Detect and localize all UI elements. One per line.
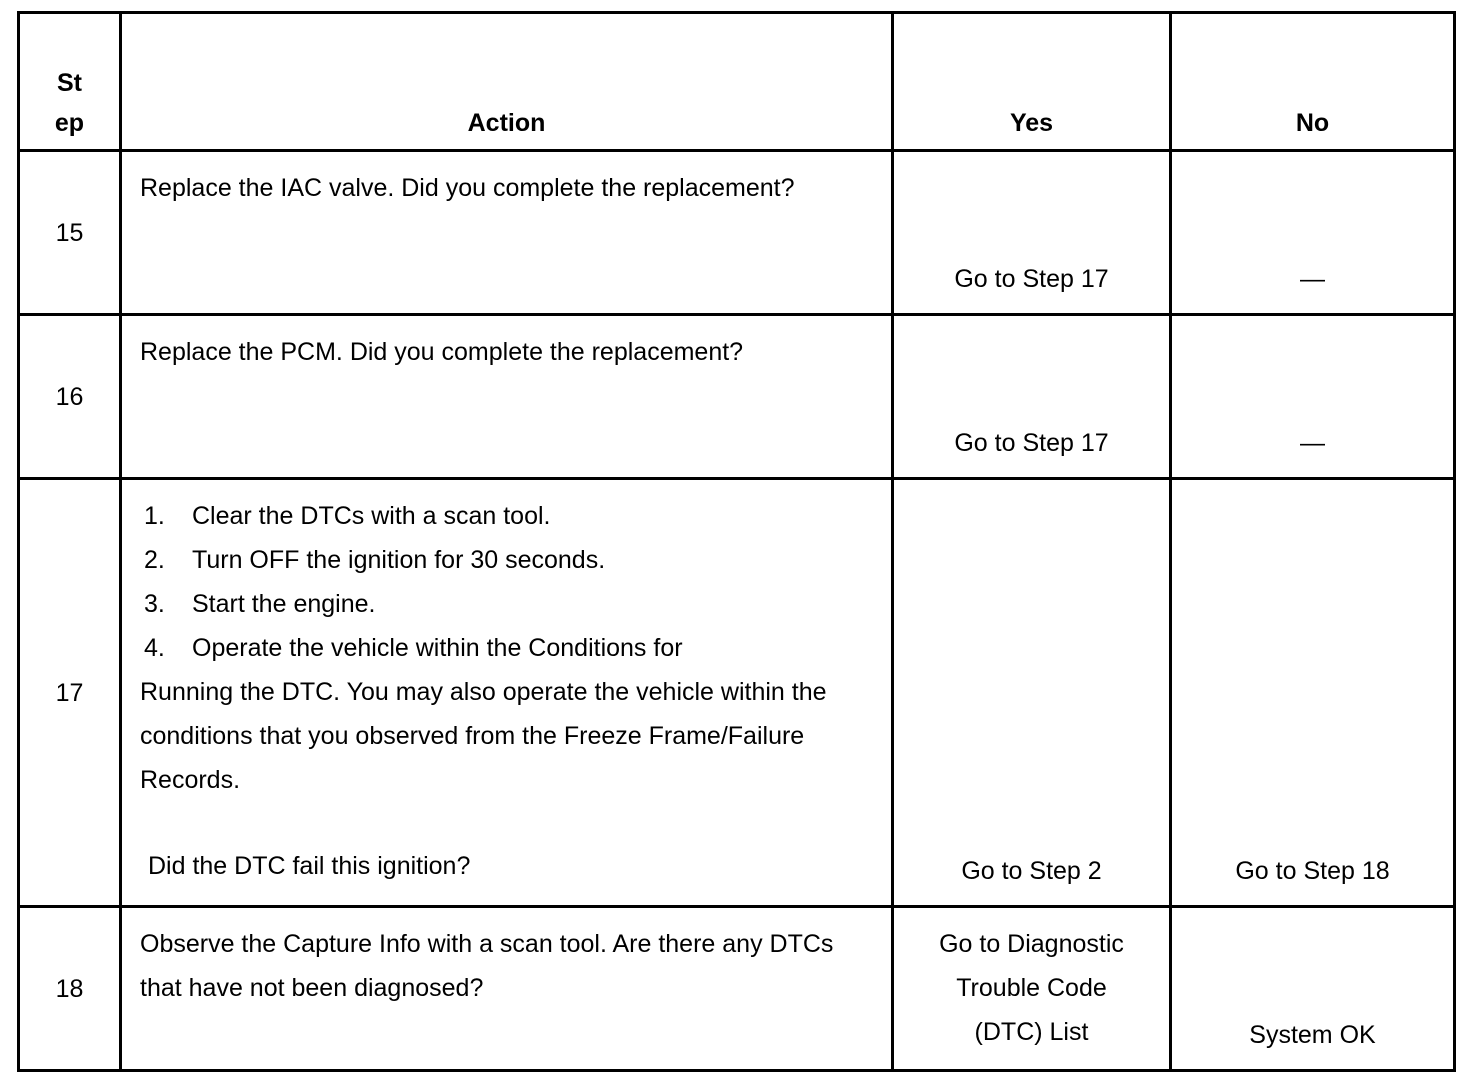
action-cell (121, 479, 893, 907)
header-step (19, 13, 121, 151)
action-continuation: Running the DTC. You may also operate the vehicle within the conditions that you observed from the Freeze Frame/Failure Records. (140, 678, 827, 794)
header-step-line2: ep (54, 109, 85, 137)
list-item (140, 626, 875, 670)
list-item-text: Start the engine. (192, 590, 376, 618)
action-question: Did the DTC fail this ignition? (148, 852, 471, 880)
table-row (19, 479, 1455, 907)
list-item (140, 494, 875, 538)
table-row (19, 907, 1455, 1071)
step-number: 17 (19, 479, 121, 907)
list-item-text: Turn OFF the ignition for 30 seconds. (192, 546, 606, 574)
diagnostic-table (17, 11, 1456, 1072)
action-text: Observe the Capture Info with a scan tool. Are there any DTCs that have not been diagnosed? (121, 907, 893, 1071)
step-number: 15 (19, 151, 121, 315)
no-result: — (1171, 315, 1455, 479)
list-item-text: Operate the vehicle within the Conditions for (192, 634, 683, 662)
step-number: 16 (19, 315, 121, 479)
header-no: No (1171, 13, 1455, 151)
yes-result: Go to Diagnostic Trouble Code (DTC) List (893, 907, 1171, 1071)
header-step-line1: St (57, 69, 82, 97)
action-text: Replace the PCM. Did you complete the replacement? (121, 315, 893, 479)
list-item-number: 3. (144, 590, 165, 618)
list-item (140, 538, 875, 582)
list-item (140, 582, 875, 626)
list-item-number: 4. (144, 634, 165, 662)
yes-result: Go to Step 2 (893, 479, 1171, 907)
header-row (19, 13, 1455, 151)
table-row (19, 315, 1455, 479)
list-item-number: 1. (144, 502, 165, 530)
yes-result: Go to Step 17 (893, 315, 1171, 479)
yes-result: Go to Step 17 (893, 151, 1171, 315)
action-step-list (140, 494, 875, 670)
header-yes: Yes (893, 13, 1171, 151)
no-result: Go to Step 18 (1171, 479, 1455, 907)
list-item-number: 2. (144, 546, 165, 574)
table-row (19, 151, 1455, 315)
header-action: Action (121, 13, 893, 151)
no-result: System OK (1171, 907, 1455, 1071)
action-text: Replace the IAC valve. Did you complete the replacement? (121, 151, 893, 315)
list-item-text: Clear the DTCs with a scan tool. (192, 502, 551, 530)
step-number: 18 (19, 907, 121, 1071)
no-result: — (1171, 151, 1455, 315)
